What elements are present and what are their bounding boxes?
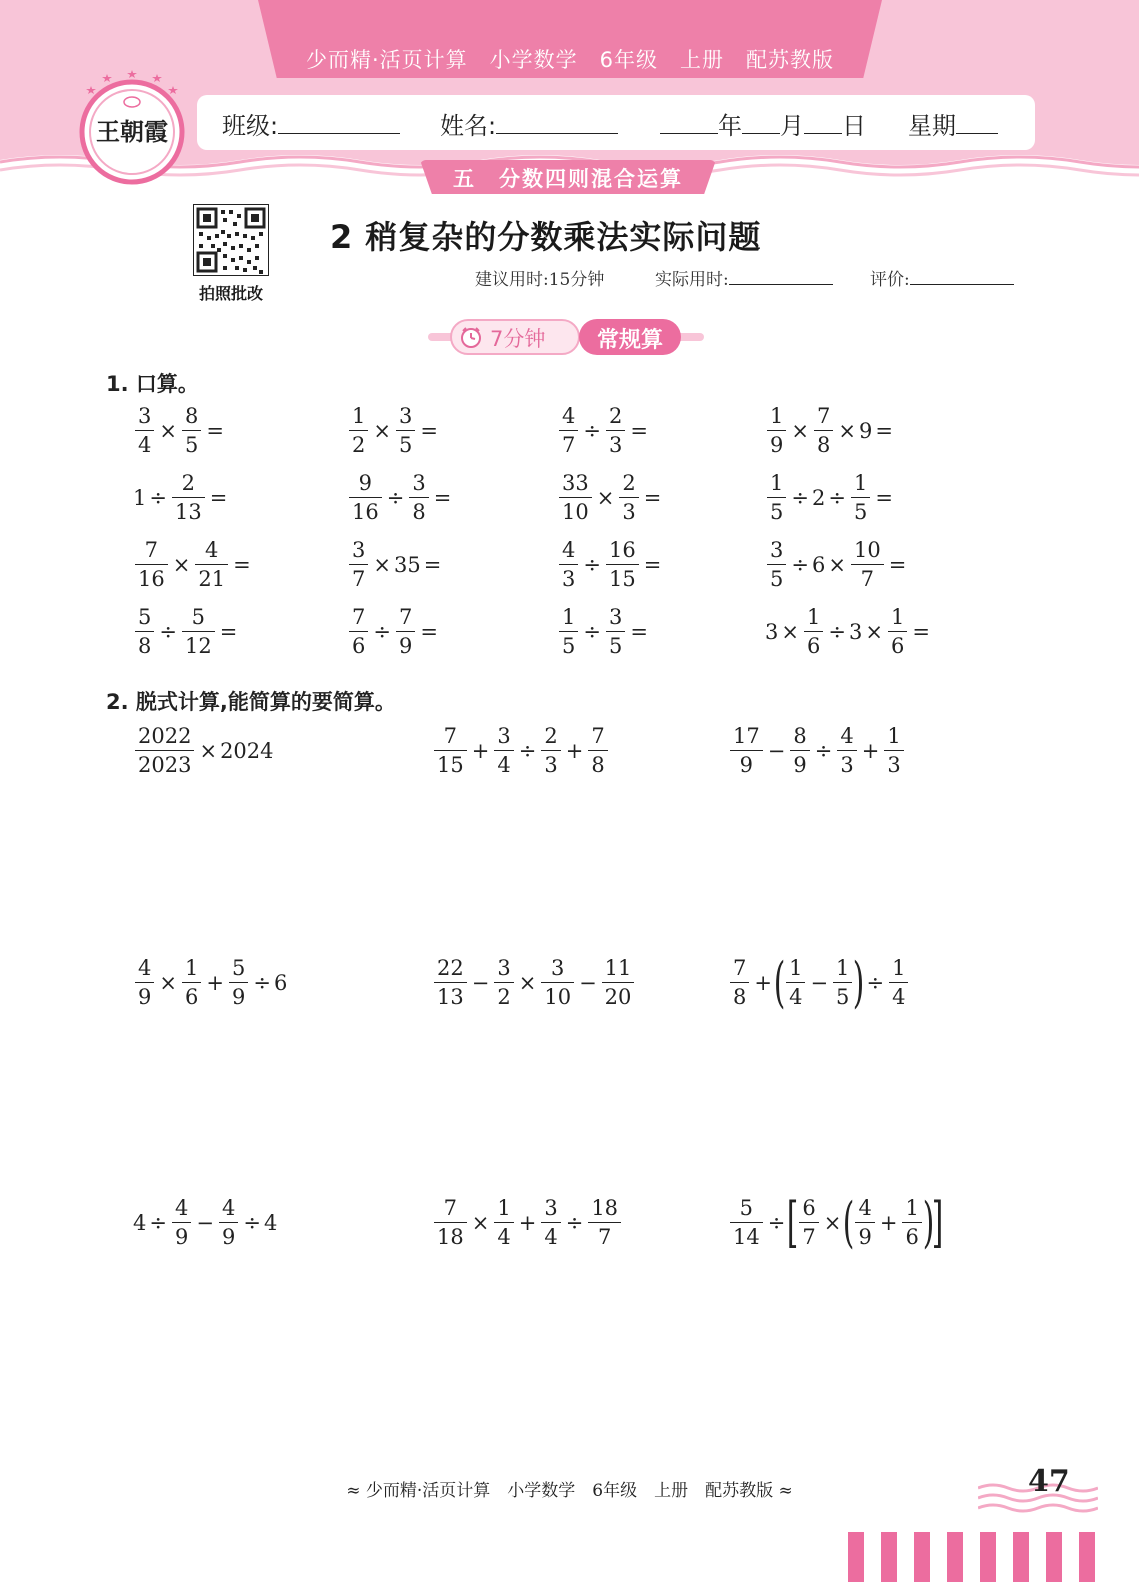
month-blank[interactable] — [742, 112, 780, 134]
q1-item-1: $\frac{3}{4}$ × $\frac{8}{5}$ = — [133, 402, 227, 459]
q2-item-3: $\frac{17}{9}$ − $\frac{8}{9}$ ÷ $\frac{4}{3}$ + $\frac{1}{3}$ — [728, 722, 906, 779]
actual-time-field[interactable] — [655, 265, 833, 290]
clock-icon — [459, 325, 483, 349]
evaluation-label: 评价: — [870, 270, 910, 290]
q2-item-9: $\frac{5}{14}$ ÷ [ $\frac{6}{7}$ × ( $\frac{4}{9}$ + $\frac{1}{6}$ ) ] — [728, 1194, 942, 1251]
q1-item-3: $\frac{4}{7}$ ÷ $\frac{2}{3}$ = — [557, 402, 651, 459]
q1-item-8: $\frac{1}{5}$ ÷ 2 ÷ $\frac{1}{5}$ = — [765, 469, 896, 526]
class-field[interactable] — [222, 106, 400, 141]
year-blank[interactable] — [660, 112, 718, 134]
date-field[interactable] — [660, 106, 866, 141]
q1-item-12: $\frac{3}{5}$ ÷ 6 × $\frac{10}{7}$ = — [765, 536, 909, 593]
month-label: 月 — [780, 112, 804, 140]
lesson-title: 2 稍复杂的分数乘法实际问题 — [330, 218, 762, 256]
class-label: 班级: — [222, 112, 279, 140]
name-field[interactable] — [440, 106, 618, 141]
weekday-label: 星期 — [908, 112, 956, 140]
q1-item-6: $\frac{9}{16}$ ÷ $\frac{3}{8}$ = — [347, 469, 454, 526]
q1-item-2: $\frac{1}{2}$ × $\frac{3}{5}$ = — [347, 402, 441, 459]
q2-item-1: $\frac{2022}{2023}$ × 2024 — [133, 722, 274, 779]
footer-text: ≈ 少而精·活页计算 小学数学 6年级 上册 配苏教版 ≈ — [346, 1481, 793, 1501]
unit-title: 五 分数四则混合运算 — [453, 167, 683, 191]
q1-item-13: $\frac{5}{8}$ ÷ $\frac{5}{12}$ = — [133, 603, 240, 660]
q2-heading: 2. 脱式计算,能简算的要简算。 — [106, 690, 396, 714]
q1-item-9: $\frac{7}{16}$ × $\frac{4}{21}$ = — [133, 536, 254, 593]
q1-item-11: $\frac{4}{3}$ ÷ $\frac{16}{15}$ = — [557, 536, 664, 593]
q2-item-8: $\frac{7}{18}$ × $\frac{1}{4}$ + $\frac{3}{4}$ ÷ $\frac{18}{7}$ — [432, 1194, 623, 1251]
qr-code-icon[interactable] — [193, 204, 269, 276]
evaluation-field[interactable] — [870, 265, 1014, 290]
q1-item-14: $\frac{7}{6}$ ÷ $\frac{7}{9}$ = — [347, 603, 441, 660]
badge-time: 7分钟 — [490, 327, 546, 351]
q1-heading: 1. 口算。 — [106, 372, 199, 396]
q2-item-4: $\frac{4}{9}$ × $\frac{1}{6}$ + $\frac{5}{9}$ ÷ 6 — [133, 954, 287, 1011]
class-blank[interactable] — [278, 112, 400, 134]
name-label: 姓名: — [440, 112, 497, 140]
qr-caption: 拍照批改 — [198, 284, 263, 303]
badge-label: 常规算 — [596, 328, 663, 353]
logo-text: 王朝霞 — [96, 117, 168, 146]
weekday-blank[interactable] — [956, 112, 998, 134]
q2-item-6: $\frac{7}{8}$ + ( $\frac{1}{4}$ − $\frac{1}{5}$ ) ÷ $\frac{1}{4}$ — [728, 954, 910, 1011]
q1-item-4: $\frac{1}{9}$ × $\frac{7}{8}$ × 9 = — [765, 402, 896, 459]
q1-item-10: $\frac{3}{7}$ × 35 = — [347, 536, 444, 593]
q1-item-7: $\frac{33}{10}$ × $\frac{2}{3}$ = — [557, 469, 664, 526]
actual-time-label: 实际用时: — [655, 270, 729, 290]
day-blank[interactable] — [804, 112, 842, 134]
q2-item-7: 4 ÷ $\frac{4}{9}$ − $\frac{4}{9}$ ÷ 4 — [133, 1196, 278, 1249]
day-label: 日 — [842, 112, 866, 140]
q2-item-2: $\frac{7}{15}$ + $\frac{3}{4}$ ÷ $\frac{2}{3}$ + $\frac{7}{8}$ — [432, 722, 610, 779]
q2-item-5: $\frac{22}{13}$ − $\frac{3}{2}$ × $\frac{3}{10}$ − $\frac{11}{20}$ — [432, 954, 636, 1011]
q1-item-15: $\frac{1}{5}$ ÷ $\frac{3}{5}$ = — [557, 603, 651, 660]
page-number: 47 — [1028, 1464, 1070, 1499]
q1-item-16: 3 × $\frac{1}{6}$ ÷ 3 × $\frac{1}{6}$ = — [765, 605, 930, 658]
name-blank[interactable] — [496, 112, 618, 134]
evaluation-blank[interactable] — [910, 267, 1014, 285]
suggested-time: 建议用时:15分钟 — [475, 270, 605, 290]
year-label: 年 — [718, 112, 742, 140]
series-title: 少而精·活页计算 小学数学 6年级 上册 配苏教版 — [305, 48, 835, 72]
q1-item-5: 1 ÷ $\frac{2}{13}$ = — [133, 471, 228, 524]
actual-time-blank[interactable] — [729, 267, 833, 285]
weekday-field[interactable] — [908, 106, 998, 141]
